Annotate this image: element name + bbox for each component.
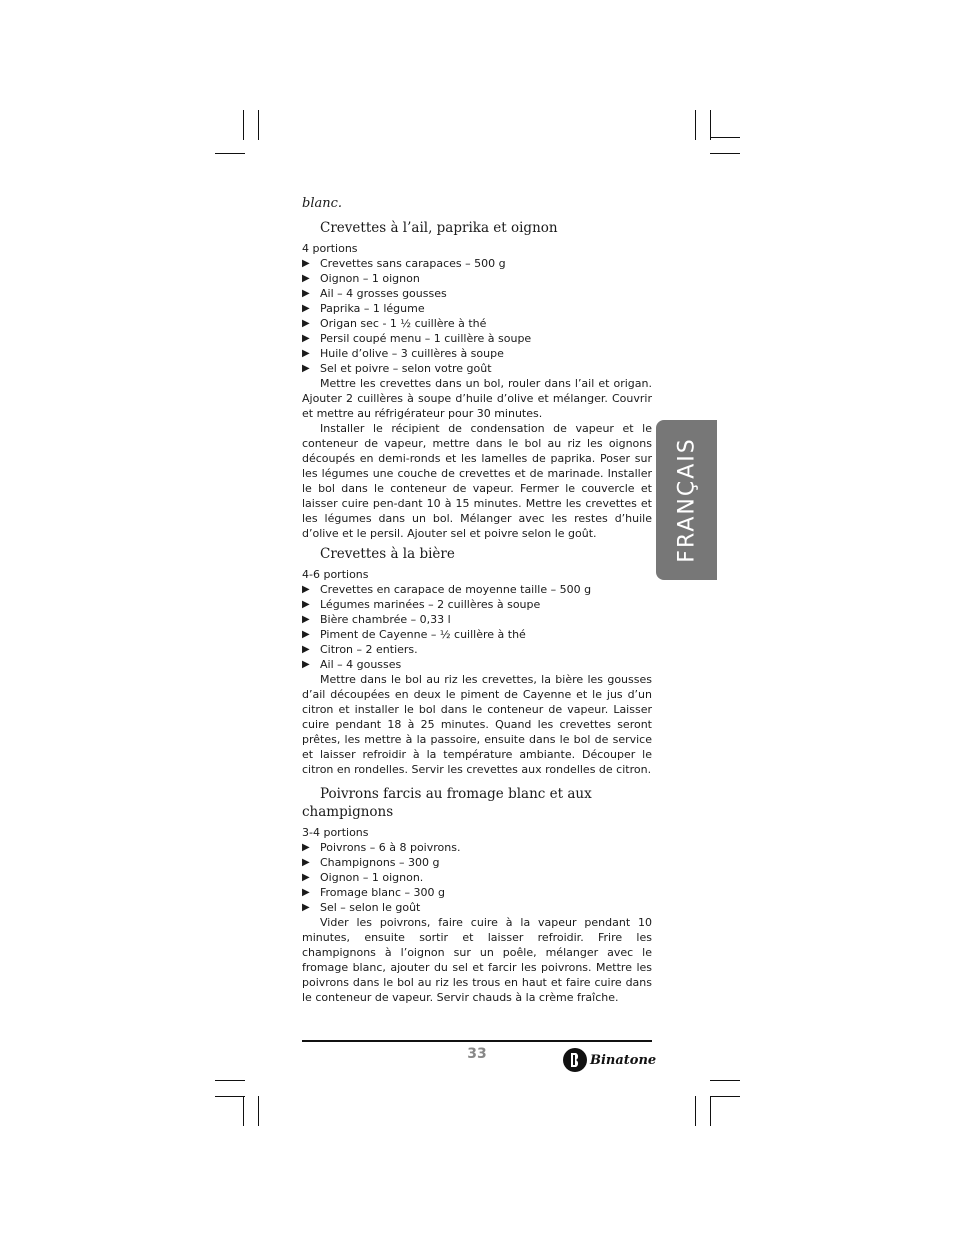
crop-mark	[215, 1096, 245, 1097]
ingredient-list	[302, 582, 652, 672]
list-item: ▶ Crevettes en carapace de moyenne taille – 500 g	[302, 583, 592, 596]
list-item: ▶ Ail – 4 grosses gousses	[302, 287, 447, 300]
list-item: ▶ Oignon – 1 oignon	[302, 272, 420, 285]
instruction-paragraph: Vider les poivrons, faire cuire à la vapeur pendant 10 minutes, ensuite sortir et laisser refroidir. Frire les champignons à l’oignon sur un poêle, mélanger avec le fromage blanc, ajouter du sel et farcir les poivrons. Mettre les poivrons dans le bol au riz les trous en haut et faire cuire dans le conteneur de vapeur. Servir chauds à la crème fraîche.	[302, 916, 652, 1004]
list-item: ▶ Oignon – 1 oignon.	[302, 871, 424, 884]
crop-mark	[258, 110, 259, 140]
bullet-icon: ▶	[302, 857, 310, 868]
bullet-icon: ▶	[302, 599, 310, 610]
ingredient-list	[302, 840, 652, 915]
bullet-icon: ▶	[302, 872, 310, 883]
list-item: ▶ Piment de Cayenne – ½ cuillère à thé	[302, 628, 526, 641]
page-number: 33	[467, 1046, 487, 1062]
bullet-icon: ▶	[302, 318, 310, 329]
servings: 4 portions	[302, 242, 358, 255]
instruction-paragraph: Installer le récipient de condensation de vapeur et le conteneur de vapeur, mettre dans le bol au riz les oignons découpés en demi-ronds et les lamelles de paprika. Poser sur les légumes une couche de crevettes et de marinade. Installer le bol dans le conteneur de vapeur. Fermer le couvercle et laisser cuire pen-dant 10 à 15 minutes. Mettre les crevettes et les légumes dans un bol. Mélanger avec les restes d’huile d’olive et le persil. Ajouter sel et poivre selon le goût.	[302, 422, 652, 540]
crop-mark	[710, 1096, 711, 1126]
crop-mark	[710, 110, 711, 140]
bullet-icon: ▶	[302, 288, 310, 299]
crop-mark	[710, 1096, 740, 1097]
list-item: ▶ Sel – selon le goût	[302, 901, 421, 914]
list-item: ▶ Poivrons – 6 à 8 poivrons.	[302, 841, 461, 854]
list-item: ▶ Paprika – 1 légume	[302, 302, 425, 315]
crop-mark	[215, 153, 245, 154]
list-item: ▶ Légumes marinées – 2 cuillères à soupe	[302, 598, 541, 611]
list-item: ▶ Huile d’olive – 3 cuillères à soupe	[302, 347, 504, 360]
bullet-icon: ▶	[302, 333, 310, 344]
bullet-icon: ▶	[302, 303, 310, 314]
recipe	[302, 219, 652, 541]
crop-mark	[710, 137, 740, 138]
bullet-icon: ▶	[302, 258, 310, 269]
bullet-icon: ▶	[302, 644, 310, 655]
binatone-logo-icon	[562, 1047, 588, 1073]
page-content	[302, 195, 652, 1005]
crop-mark	[695, 1096, 696, 1126]
recipe-title: Crevettes à l’ail, paprika et oignon	[320, 220, 558, 236]
language-tab	[656, 420, 717, 580]
bullet-icon: ▶	[302, 614, 310, 625]
continued-text: blanc.	[302, 196, 343, 211]
brand-name: Binatone	[590, 1052, 657, 1068]
bullet-icon: ▶	[302, 584, 310, 595]
bullet-icon: ▶	[302, 363, 310, 374]
footer-rule	[302, 1040, 652, 1042]
crop-mark	[215, 1080, 245, 1081]
bullet-icon: ▶	[302, 842, 310, 853]
spacer	[302, 777, 652, 781]
ingredient-list	[302, 256, 652, 376]
crop-mark	[710, 1080, 740, 1081]
servings: 4-6 portions	[302, 568, 369, 581]
list-item: ▶ Citron – 2 entiers.	[302, 643, 418, 656]
recipe	[302, 785, 652, 1005]
crop-mark	[243, 1096, 244, 1126]
crop-mark	[258, 1096, 259, 1126]
crop-mark	[243, 110, 244, 140]
instruction-paragraph: Mettre les crevettes dans un bol, rouler dans l’ail et origan. Ajouter 2 cuillères à soupe d’huile d’olive et mélanger. Couvrir et mettre au réfrigérateur pour 30 minutes.	[302, 377, 652, 420]
recipe-title: Crevettes à la bière	[320, 546, 455, 562]
crop-mark	[710, 153, 740, 154]
list-item: ▶ Persil coupé menu – 1 cuillère à soupe	[302, 332, 532, 345]
servings: 3-4 portions	[302, 826, 369, 839]
bullet-icon: ▶	[302, 629, 310, 640]
instruction-paragraph: Mettre dans le bol au riz les crevettes, la bière les gousses d’ail découpées en deux le piment de Cayenne et le jus d’un citron et installer le bol dans le conteneur de vapeur. Laisser cuire pendant 18 à 25 minutes. Quand les crevettes seront prêtes, les mettre à la passoire, ensuite dans le bol de service et laisser refroidir à la température ambiante. Découper le citron en rondelles. Servir les crevettes aux rondelles de citron.	[302, 673, 652, 776]
recipe	[302, 545, 652, 777]
list-item: ▶ Fromage blanc – 300 g	[302, 886, 446, 899]
crop-mark	[695, 110, 696, 140]
recipe-title: Poivrons farcis au fromage blanc et aux champignons	[302, 786, 592, 820]
list-item: ▶ Crevettes sans carapaces – 500 g	[302, 257, 506, 270]
bullet-icon: ▶	[302, 348, 310, 359]
bullet-icon: ▶	[302, 659, 310, 670]
bullet-icon: ▶	[302, 902, 310, 913]
bullet-icon: ▶	[302, 887, 310, 898]
list-item: ▶ Origan sec - 1 ½ cuillère à thé	[302, 317, 487, 330]
bullet-icon: ▶	[302, 273, 310, 284]
list-item: ▶ Ail – 4 gousses	[302, 658, 402, 671]
list-item: ▶ Champignons – 300 g	[302, 856, 440, 869]
language-tab-label: FRANÇAIS	[674, 437, 699, 563]
list-item: ▶ Sel et poivre – selon votre goût	[302, 362, 492, 375]
brand-logo	[562, 1047, 656, 1073]
list-item: ▶ Bière chambrée – 0,33 l	[302, 613, 451, 626]
